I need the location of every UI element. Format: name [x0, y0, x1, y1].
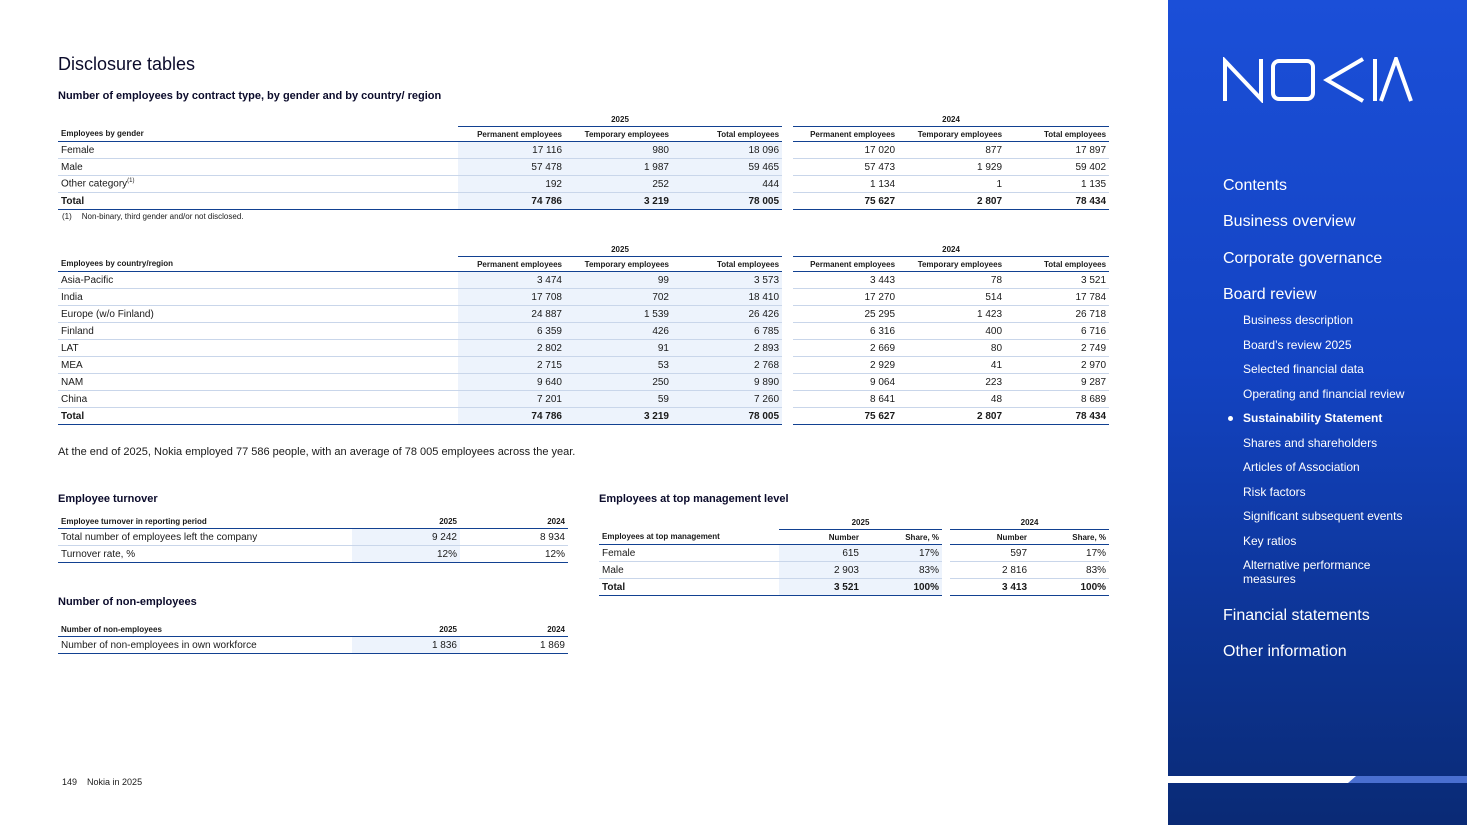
- cell: 1 987: [565, 159, 672, 176]
- cell: 57 478: [458, 159, 565, 176]
- cell: 444: [672, 176, 782, 193]
- cell: 100%: [862, 579, 942, 596]
- cell: 26 718: [1005, 306, 1109, 323]
- cell: 7 201: [458, 391, 565, 408]
- table-row: [58, 323, 1109, 340]
- cell: 17%: [862, 545, 942, 562]
- column-header: Temporary employees: [898, 257, 1005, 272]
- year-header-2025: 2025: [458, 242, 782, 257]
- column-header: Temporary employees: [565, 257, 672, 272]
- cell: 6 716: [1005, 323, 1109, 340]
- column-header: Number: [779, 530, 862, 545]
- top-management-title: Employees at top management level: [599, 493, 789, 505]
- column-header: Employees by country/region: [58, 257, 458, 272]
- progress-bar-edge: [1348, 776, 1356, 783]
- row-label: Europe (w/o Finland): [58, 306, 458, 323]
- cell: 1: [898, 176, 1005, 193]
- employees-by-gender-table: [58, 112, 1109, 210]
- nav-articles-of-association[interactable]: Articles of Association: [1243, 460, 1360, 474]
- row-label: Male: [599, 562, 779, 579]
- cell: 6 316: [793, 323, 898, 340]
- cell: 78 005: [672, 408, 782, 425]
- page-title: Disclosure tables: [58, 54, 196, 74]
- table-row: [58, 176, 1109, 193]
- nav-contents[interactable]: Contents: [1223, 177, 1288, 194]
- cell: 74 786: [458, 193, 565, 210]
- nav-selected-financial-data[interactable]: Selected financial data: [1243, 362, 1364, 376]
- cell: 83%: [1030, 562, 1109, 579]
- nav-operating-financial-review[interactable]: Operating and financial review: [1243, 387, 1405, 401]
- cell: 17 784: [1005, 289, 1109, 306]
- cell: 2 715: [458, 357, 565, 374]
- column-header: Employees at top management: [599, 530, 779, 545]
- row-label: Asia-Pacific: [58, 272, 458, 289]
- cell: 3 573: [672, 272, 782, 289]
- cell: 17 116: [458, 142, 565, 159]
- nav-financial-statements[interactable]: Financial statements: [1223, 607, 1370, 624]
- cell: 26 426: [672, 306, 782, 323]
- row-label: LAT: [58, 340, 458, 357]
- progress-bar: [1168, 776, 1356, 783]
- cell: 91: [565, 340, 672, 357]
- row-label: Finland: [58, 323, 458, 340]
- cell: 250: [565, 374, 672, 391]
- cell: 3 219: [565, 193, 672, 210]
- nokia-logo[interactable]: [1223, 57, 1413, 103]
- row-label: India: [58, 289, 458, 306]
- cell: 83%: [862, 562, 942, 579]
- cell: 18 410: [672, 289, 782, 306]
- row-label: MEA: [58, 357, 458, 374]
- column-header: Total employees: [1005, 257, 1109, 272]
- cell: 3 521: [1005, 272, 1109, 289]
- nav-risk-factors[interactable]: Risk factors: [1243, 485, 1306, 499]
- cell: 9 287: [1005, 374, 1109, 391]
- cell: 2 929: [793, 357, 898, 374]
- row-label: Female: [58, 142, 458, 159]
- cell: 12%: [460, 546, 568, 563]
- column-header: Total employees: [672, 257, 782, 272]
- nav-alternative-performance-measures[interactable]: Alternative performance measures: [1243, 558, 1371, 586]
- column-header: Share, %: [862, 530, 942, 545]
- cell: 9 242: [352, 529, 460, 546]
- total-row: [58, 408, 1109, 425]
- footnote-text: Non-binary, third gender and/or not disclosed.: [81, 212, 244, 221]
- nav-key-ratios[interactable]: Key ratios: [1243, 534, 1297, 548]
- table-row: [58, 637, 568, 654]
- cell: 17 020: [793, 142, 898, 159]
- nav-sustainability-statement[interactable]: Sustainability Statement: [1243, 411, 1383, 425]
- cell: 1 869: [460, 637, 568, 654]
- table-row: [58, 272, 1109, 289]
- column-header: 2024: [460, 514, 568, 529]
- cell: 9 640: [458, 374, 565, 391]
- cell: 980: [565, 142, 672, 159]
- cell: 1 423: [898, 306, 1005, 323]
- column-header: Permanent employees: [793, 127, 898, 142]
- cell: 3 521: [779, 579, 862, 596]
- non-employees-title: Number of non-employees: [58, 596, 197, 608]
- cell: 57 473: [793, 159, 898, 176]
- cell: 192: [458, 176, 565, 193]
- cell: 48: [898, 391, 1005, 408]
- turnover-title: Employee turnover: [58, 493, 158, 505]
- cell: 1 836: [352, 637, 460, 654]
- cell: 2 807: [898, 193, 1005, 210]
- year-header-2024: 2024: [793, 112, 1109, 127]
- row-label: Number of non-employees in own workforce: [58, 637, 352, 654]
- year-header-2025: 2025: [779, 515, 942, 530]
- footnote-marker: (1): [127, 178, 135, 185]
- column-header: Total employees: [672, 127, 782, 142]
- column-header: Share, %: [1030, 530, 1109, 545]
- cell: 41: [898, 357, 1005, 374]
- cell: 877: [898, 142, 1005, 159]
- cell: 17%: [1030, 545, 1109, 562]
- cell: 2 768: [672, 357, 782, 374]
- column-header: Permanent employees: [793, 257, 898, 272]
- cell: 2 893: [672, 340, 782, 357]
- row-label: Total: [58, 193, 458, 210]
- column-header: 2024: [460, 622, 568, 637]
- cell: 78 005: [672, 193, 782, 210]
- cell: 597: [950, 545, 1030, 562]
- cell: 426: [565, 323, 672, 340]
- column-header: Permanent employees: [458, 257, 565, 272]
- table-row: [58, 306, 1109, 323]
- cell: 8 934: [460, 529, 568, 546]
- cell: 3 219: [565, 408, 672, 425]
- column-header: Temporary employees: [898, 127, 1005, 142]
- column-header: Total employees: [1005, 127, 1109, 142]
- table-row: [58, 374, 1109, 391]
- page-footer: [62, 777, 152, 787]
- column-header: Number: [950, 530, 1030, 545]
- non-employees-table: [58, 622, 568, 654]
- row-label: Total: [58, 408, 458, 425]
- footnote-marker: (1): [62, 212, 72, 221]
- cell: 2 802: [458, 340, 565, 357]
- page-number: 149: [62, 777, 78, 787]
- cell: 1 135: [1005, 176, 1109, 193]
- cell: 702: [565, 289, 672, 306]
- table-row: [58, 357, 1109, 374]
- nav-shares-shareholders[interactable]: Shares and shareholders: [1243, 436, 1378, 450]
- top-management-table: [599, 515, 1109, 596]
- section-title: Number of employees by contract type, by gender and by country/ region: [58, 90, 442, 102]
- table-row: [58, 289, 1109, 306]
- cell: 1 929: [898, 159, 1005, 176]
- sidebar: [1168, 0, 1467, 825]
- cell: 78 434: [1005, 408, 1109, 425]
- cell: 59: [565, 391, 672, 408]
- cell: 75 627: [793, 408, 898, 425]
- nav-significant-subsequent-events[interactable]: Significant subsequent events: [1243, 509, 1403, 523]
- table-row: [58, 142, 1109, 159]
- cell: 2 749: [1005, 340, 1109, 357]
- cell: 2 903: [779, 562, 862, 579]
- cell: 9 890: [672, 374, 782, 391]
- cell: 75 627: [793, 193, 898, 210]
- table-row: [599, 545, 1109, 562]
- cell: 99: [565, 272, 672, 289]
- cell: 9 064: [793, 374, 898, 391]
- row-label: Male: [58, 159, 458, 176]
- column-header: 2025: [352, 514, 460, 529]
- table-row: [58, 546, 568, 563]
- table-row: [599, 562, 1109, 579]
- cell: 80: [898, 340, 1005, 357]
- column-header: Number of non-employees: [58, 622, 352, 637]
- cell: 2 816: [950, 562, 1030, 579]
- footer-text: Nokia in 2025: [87, 777, 143, 787]
- cell: 2 970: [1005, 357, 1109, 374]
- cell: 2 669: [793, 340, 898, 357]
- nav-corporate-governance[interactable]: Corporate governance: [1223, 250, 1383, 267]
- year-header-2024: 2024: [950, 515, 1109, 530]
- cell: 59 402: [1005, 159, 1109, 176]
- cell: 6 359: [458, 323, 565, 340]
- cell: 615: [779, 545, 862, 562]
- row-label: Turnover rate, %: [58, 546, 352, 563]
- nav-boards-review-2025[interactable]: Board’s review 2025: [1243, 338, 1352, 352]
- active-bullet-icon: [1228, 416, 1233, 421]
- cell: 78: [898, 272, 1005, 289]
- column-header: 2025: [352, 622, 460, 637]
- progress-bar-track: [1356, 776, 1467, 783]
- row-label: Total number of employees left the company: [58, 529, 352, 546]
- cell: 3 474: [458, 272, 565, 289]
- cell: 100%: [1030, 579, 1109, 596]
- cell: 53: [565, 357, 672, 374]
- total-row: [58, 193, 1109, 210]
- row-label: Other category$^{(1)}$: [58, 176, 458, 193]
- row-label: NAM: [58, 374, 458, 391]
- year-header-2025: 2025: [458, 112, 782, 127]
- summary-paragraph: At the end of 2025, Nokia employed 77 586 people, with an average of 78 005 employees across the year.: [58, 446, 576, 458]
- cell: 24 887: [458, 306, 565, 323]
- column-header: Permanent employees: [458, 127, 565, 142]
- nav-business-overview[interactable]: Business overview: [1223, 213, 1356, 230]
- row-label: China: [58, 391, 458, 408]
- nav-other-information[interactable]: Other information: [1223, 643, 1347, 660]
- cell: 18 096: [672, 142, 782, 159]
- cell: 8 641: [793, 391, 898, 408]
- table-row: [58, 159, 1109, 176]
- cell: 78 434: [1005, 193, 1109, 210]
- table-row: [58, 391, 1109, 408]
- cell: 400: [898, 323, 1005, 340]
- cell: 12%: [352, 546, 460, 563]
- cell: 3 413: [950, 579, 1030, 596]
- cell: 25 295: [793, 306, 898, 323]
- cell: 17 708: [458, 289, 565, 306]
- employees-by-country-table: [58, 242, 1109, 425]
- turnover-table: [58, 514, 568, 563]
- column-header: Employees by gender: [58, 127, 458, 142]
- row-label: Total: [599, 579, 779, 596]
- cell: 514: [898, 289, 1005, 306]
- cell: 8 689: [1005, 391, 1109, 408]
- table-row: [58, 529, 568, 546]
- cell: 7 260: [672, 391, 782, 408]
- row-label: Female: [599, 545, 779, 562]
- total-row: [599, 579, 1109, 596]
- year-header-2024: 2024: [793, 242, 1109, 257]
- column-header: Employee turnover in reporting period: [58, 514, 352, 529]
- cell: 252: [565, 176, 672, 193]
- cell: 74 786: [458, 408, 565, 425]
- cell: 3 443: [793, 272, 898, 289]
- cell: 223: [898, 374, 1005, 391]
- table-row: [58, 340, 1109, 357]
- cell: 17 897: [1005, 142, 1109, 159]
- footnote: [62, 212, 254, 221]
- nav-business-description[interactable]: Business description: [1243, 313, 1354, 327]
- column-header: Temporary employees: [565, 127, 672, 142]
- nav-board-review[interactable]: Board review: [1223, 286, 1317, 303]
- cell: 59 465: [672, 159, 782, 176]
- cell: 6 785: [672, 323, 782, 340]
- cell: 2 807: [898, 408, 1005, 425]
- cell: 1 134: [793, 176, 898, 193]
- cell: 1 539: [565, 306, 672, 323]
- cell: 17 270: [793, 289, 898, 306]
